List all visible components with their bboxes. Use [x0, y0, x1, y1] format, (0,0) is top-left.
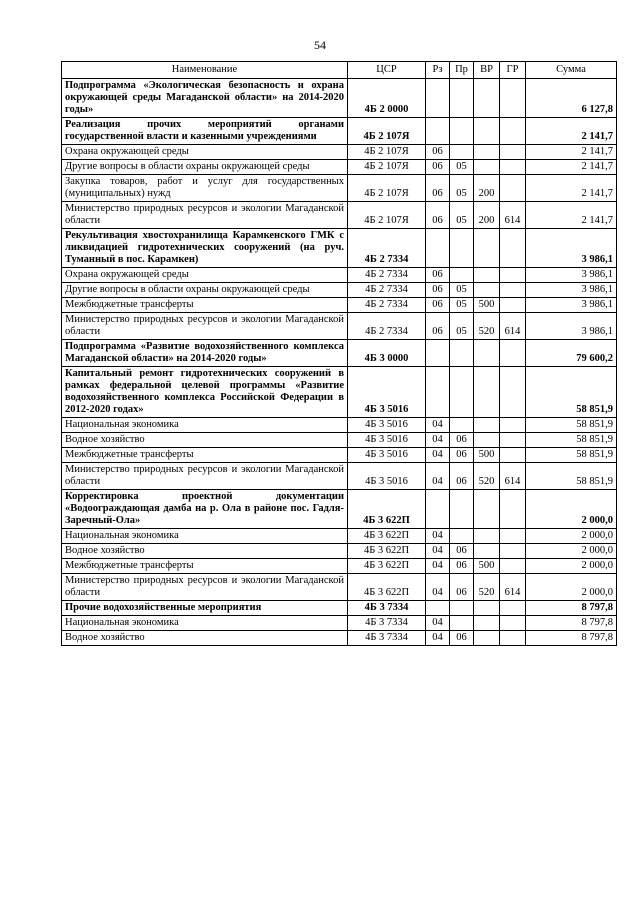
cell-gr: [500, 433, 526, 448]
cell-rz: [426, 490, 450, 529]
cell-sum: 58 851,9: [526, 367, 617, 418]
cell-sum: 2 141,7: [526, 118, 617, 145]
table-row: [62, 340, 617, 367]
cell-gr: [500, 268, 526, 283]
cell-name: Реализация прочих мероприятий органами государственной власти и казенными учреждениями: [62, 118, 348, 145]
cell-vr: 520: [474, 574, 500, 601]
cell-gr: [500, 229, 526, 268]
cell-gr: [500, 160, 526, 175]
table-row: [62, 463, 617, 490]
cell-name: Подпрограмма «Экологическая безопасность и охрана окружающей среды Магаданской области» на 2014-2020 годы»: [62, 79, 348, 118]
cell-name: Капитальный ремонт гидротехнических сооружений в рамках федеральной целевой программы «Развитие водохозяйственного комплекса Российской Федерации в 2012-2020 годах»: [62, 367, 348, 418]
cell-sum: 2 141,7: [526, 145, 617, 160]
cell-rz: 04: [426, 559, 450, 574]
cell-gr: [500, 616, 526, 631]
cell-csr: 4Б 2 107Я: [348, 118, 426, 145]
cell-rz: 06: [426, 283, 450, 298]
cell-name: Межбюджетные трансферты: [62, 448, 348, 463]
cell-pr: 06: [450, 433, 474, 448]
table-row: [62, 601, 617, 616]
cell-pr: 06: [450, 448, 474, 463]
cell-sum: 79 600,2: [526, 340, 617, 367]
cell-sum: 2 000,0: [526, 490, 617, 529]
cell-name: Министерство природных ресурсов и экологии Магаданской области: [62, 313, 348, 340]
cell-pr: 06: [450, 463, 474, 490]
cell-gr: [500, 367, 526, 418]
cell-sum: 8 797,8: [526, 601, 617, 616]
cell-csr: 4Б 3 622П: [348, 529, 426, 544]
cell-vr: 520: [474, 463, 500, 490]
cell-rz: 04: [426, 631, 450, 646]
cell-pr: 05: [450, 283, 474, 298]
cell-pr: [450, 145, 474, 160]
cell-pr: 05: [450, 175, 474, 202]
cell-name: Рекультивация хвостохранилища Карамкенского ГМК с ликвидацией гидротехнических сооружений (на руч. Туманный в пос. Карамкен): [62, 229, 348, 268]
column-header-name: Наименование: [62, 62, 348, 79]
table-row: [62, 490, 617, 529]
cell-csr: 4Б 3 5016: [348, 433, 426, 448]
cell-pr: 06: [450, 631, 474, 646]
cell-rz: 06: [426, 313, 450, 340]
cell-gr: [500, 529, 526, 544]
cell-csr: 4Б 3 622П: [348, 544, 426, 559]
cell-sum: 3 986,1: [526, 313, 617, 340]
cell-csr: 4Б 2 107Я: [348, 202, 426, 229]
cell-pr: [450, 268, 474, 283]
cell-vr: [474, 160, 500, 175]
cell-sum: 3 986,1: [526, 283, 617, 298]
cell-csr: 4Б 3 5016: [348, 463, 426, 490]
column-header-pr: Пр: [450, 62, 474, 79]
cell-gr: [500, 298, 526, 313]
cell-csr: 4Б 2 7334: [348, 313, 426, 340]
cell-csr: 4Б 3 622П: [348, 490, 426, 529]
cell-pr: [450, 118, 474, 145]
cell-gr: [500, 601, 526, 616]
table-row: [62, 268, 617, 283]
cell-gr: 614: [500, 574, 526, 601]
table-row: [62, 283, 617, 298]
cell-csr: 4Б 3 7334: [348, 631, 426, 646]
table-row: [62, 367, 617, 418]
cell-gr: [500, 340, 526, 367]
cell-gr: [500, 145, 526, 160]
cell-rz: 06: [426, 268, 450, 283]
cell-name: Министерство природных ресурсов и экологии Магаданской области: [62, 463, 348, 490]
cell-name: Водное хозяйство: [62, 631, 348, 646]
cell-sum: 8 797,8: [526, 616, 617, 631]
cell-pr: [450, 616, 474, 631]
cell-sum: 2 000,0: [526, 544, 617, 559]
cell-gr: [500, 118, 526, 145]
table-row: [62, 433, 617, 448]
cell-name: Корректировка проектной документации «Водоограждающая дамба на р. Ола в районе пос. Гадля-Заречный-Ола»: [62, 490, 348, 529]
cell-rz: 06: [426, 202, 450, 229]
column-header-vr: ВР: [474, 62, 500, 79]
cell-pr: [450, 367, 474, 418]
cell-vr: [474, 631, 500, 646]
table-row: [62, 229, 617, 268]
cell-sum: 2 141,7: [526, 202, 617, 229]
cell-vr: [474, 229, 500, 268]
cell-name: Водное хозяйство: [62, 433, 348, 448]
cell-vr: 200: [474, 202, 500, 229]
cell-pr: [450, 229, 474, 268]
cell-rz: [426, 601, 450, 616]
cell-csr: 4Б 3 622П: [348, 574, 426, 601]
cell-gr: 614: [500, 202, 526, 229]
cell-csr: 4Б 3 5016: [348, 448, 426, 463]
cell-rz: 04: [426, 616, 450, 631]
table-row: [62, 175, 617, 202]
cell-rz: [426, 340, 450, 367]
cell-pr: [450, 529, 474, 544]
cell-rz: 04: [426, 574, 450, 601]
cell-sum: 2 000,0: [526, 529, 617, 544]
cell-gr: [500, 79, 526, 118]
cell-rz: 04: [426, 433, 450, 448]
cell-vr: [474, 268, 500, 283]
cell-name: Межбюджетные трансферты: [62, 559, 348, 574]
cell-vr: [474, 79, 500, 118]
column-header-sum: Сумма: [526, 62, 617, 79]
table-row: [62, 160, 617, 175]
column-header-gr: ГР: [500, 62, 526, 79]
cell-vr: [474, 118, 500, 145]
cell-name: Национальная экономика: [62, 418, 348, 433]
cell-vr: 200: [474, 175, 500, 202]
table-row: [62, 79, 617, 118]
cell-csr: 4Б 3 0000: [348, 340, 426, 367]
cell-vr: [474, 433, 500, 448]
cell-rz: 04: [426, 418, 450, 433]
table-row: [62, 418, 617, 433]
table-row: [62, 529, 617, 544]
cell-vr: [474, 601, 500, 616]
cell-sum: 2 141,7: [526, 175, 617, 202]
cell-pr: [450, 79, 474, 118]
cell-rz: 04: [426, 448, 450, 463]
cell-sum: 2 000,0: [526, 559, 617, 574]
cell-csr: 4Б 3 5016: [348, 367, 426, 418]
cell-gr: [500, 490, 526, 529]
cell-rz: 04: [426, 463, 450, 490]
cell-name: Межбюджетные трансферты: [62, 298, 348, 313]
cell-vr: [474, 490, 500, 529]
cell-sum: 8 797,8: [526, 631, 617, 646]
cell-csr: 4Б 3 7334: [348, 601, 426, 616]
cell-pr: 06: [450, 559, 474, 574]
cell-gr: [500, 175, 526, 202]
cell-rz: 06: [426, 298, 450, 313]
cell-sum: 58 851,9: [526, 433, 617, 448]
cell-csr: 4Б 2 7334: [348, 298, 426, 313]
cell-vr: [474, 283, 500, 298]
table-row: [62, 298, 617, 313]
cell-csr: 4Б 2 107Я: [348, 145, 426, 160]
table-row: [62, 448, 617, 463]
cell-sum: 58 851,9: [526, 463, 617, 490]
cell-vr: 500: [474, 559, 500, 574]
cell-name: Закупка товаров, работ и услуг для государственных (муниципальных) нужд: [62, 175, 348, 202]
cell-rz: 06: [426, 145, 450, 160]
cell-csr: 4Б 2 7334: [348, 268, 426, 283]
cell-gr: [500, 448, 526, 463]
cell-csr: 4Б 2 107Я: [348, 175, 426, 202]
table-row: [62, 574, 617, 601]
cell-csr: 4Б 3 7334: [348, 616, 426, 631]
cell-sum: 58 851,9: [526, 448, 617, 463]
cell-pr: [450, 490, 474, 529]
cell-rz: 04: [426, 529, 450, 544]
cell-rz: 04: [426, 544, 450, 559]
cell-csr: 4Б 2 7334: [348, 283, 426, 298]
cell-vr: [474, 616, 500, 631]
cell-name: Национальная экономика: [62, 529, 348, 544]
cell-name: Другие вопросы в области охраны окружающей среды: [62, 160, 348, 175]
cell-vr: [474, 529, 500, 544]
table-row: [62, 145, 617, 160]
budget-table: [61, 61, 617, 646]
cell-sum: 58 851,9: [526, 418, 617, 433]
cell-vr: [474, 367, 500, 418]
cell-pr: [450, 340, 474, 367]
table-row: [62, 559, 617, 574]
cell-gr: 614: [500, 313, 526, 340]
cell-rz: [426, 367, 450, 418]
cell-vr: [474, 340, 500, 367]
cell-name: Охрана окружающей среды: [62, 145, 348, 160]
cell-gr: [500, 544, 526, 559]
cell-gr: 614: [500, 463, 526, 490]
table-row: [62, 616, 617, 631]
cell-vr: [474, 418, 500, 433]
cell-name: Другие вопросы в области охраны окружающей среды: [62, 283, 348, 298]
cell-pr: 05: [450, 298, 474, 313]
cell-pr: 06: [450, 574, 474, 601]
cell-rz: 06: [426, 160, 450, 175]
cell-gr: [500, 559, 526, 574]
cell-pr: 06: [450, 544, 474, 559]
cell-rz: 06: [426, 175, 450, 202]
table-row: [62, 118, 617, 145]
table-row: [62, 202, 617, 229]
cell-sum: 3 986,1: [526, 229, 617, 268]
cell-vr: [474, 145, 500, 160]
table-header-row: [62, 62, 617, 79]
cell-name: Министерство природных ресурсов и экологии Магаданской области: [62, 202, 348, 229]
table-row: [62, 313, 617, 340]
cell-rz: [426, 118, 450, 145]
table-row: [62, 631, 617, 646]
cell-name: Подпрограмма «Развитие водохозяйственного комплекса Магаданской области» на 2014-2020 годы»: [62, 340, 348, 367]
cell-csr: 4Б 2 0000: [348, 79, 426, 118]
cell-sum: 2 000,0: [526, 574, 617, 601]
cell-sum: 2 141,7: [526, 160, 617, 175]
cell-csr: 4Б 2 107Я: [348, 160, 426, 175]
cell-sum: 3 986,1: [526, 298, 617, 313]
cell-sum: 6 127,8: [526, 79, 617, 118]
cell-gr: [500, 283, 526, 298]
cell-name: Национальная экономика: [62, 616, 348, 631]
cell-pr: 05: [450, 313, 474, 340]
cell-vr: 500: [474, 448, 500, 463]
table-row: [62, 544, 617, 559]
cell-name: Министерство природных ресурсов и экологии Магаданской области: [62, 574, 348, 601]
cell-pr: 05: [450, 202, 474, 229]
cell-vr: [474, 544, 500, 559]
cell-rz: [426, 79, 450, 118]
cell-rz: [426, 229, 450, 268]
cell-vr: 500: [474, 298, 500, 313]
column-header-rz: Рз: [426, 62, 450, 79]
cell-name: Охрана окружающей среды: [62, 268, 348, 283]
cell-csr: 4Б 2 7334: [348, 229, 426, 268]
cell-gr: [500, 418, 526, 433]
column-header-csr: ЦСР: [348, 62, 426, 79]
cell-pr: [450, 418, 474, 433]
page-number: 54: [314, 38, 326, 52]
cell-csr: 4Б 3 5016: [348, 418, 426, 433]
cell-name: Прочие водохозяйственные мероприятия: [62, 601, 348, 616]
cell-name: Водное хозяйство: [62, 544, 348, 559]
cell-sum: 3 986,1: [526, 268, 617, 283]
cell-vr: 520: [474, 313, 500, 340]
cell-pr: [450, 601, 474, 616]
cell-pr: 05: [450, 160, 474, 175]
cell-gr: [500, 631, 526, 646]
cell-csr: 4Б 3 622П: [348, 559, 426, 574]
